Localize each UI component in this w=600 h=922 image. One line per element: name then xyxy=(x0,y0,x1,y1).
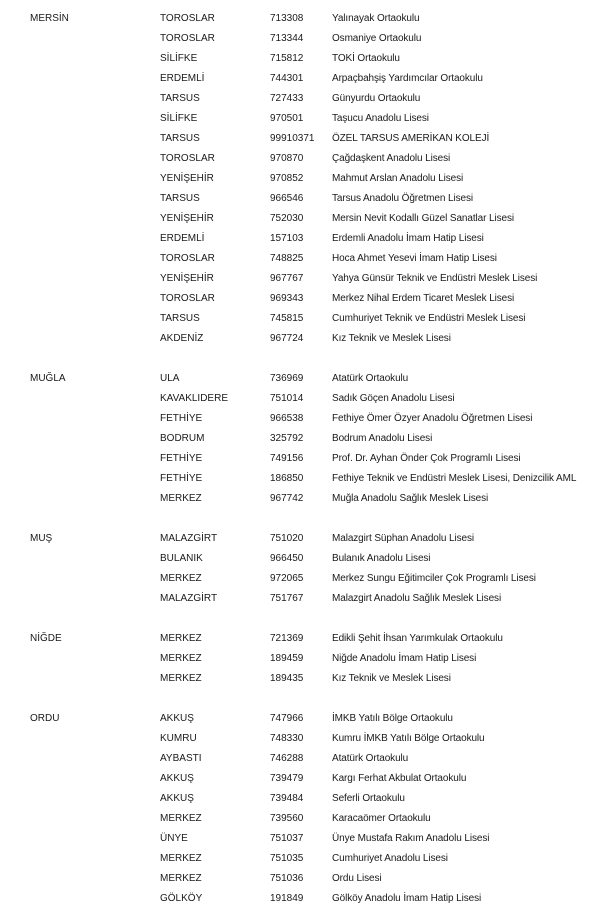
institution-code: 713308 xyxy=(270,13,304,24)
district-name: YENİŞEHİR xyxy=(160,273,214,284)
table-row xyxy=(0,532,600,546)
district-name: ÜNYE xyxy=(160,833,188,844)
district-name: KUMRU xyxy=(160,733,197,744)
district-name: TOROSLAR xyxy=(160,253,215,264)
district-name: TOROSLAR xyxy=(160,33,215,44)
table-row xyxy=(0,712,600,726)
table-row xyxy=(0,852,600,866)
table-row xyxy=(0,292,600,306)
district-name: MERKEZ xyxy=(160,493,202,504)
table-row xyxy=(0,552,600,566)
district-name: AKKUŞ xyxy=(160,793,194,804)
district-name: MERKEZ xyxy=(160,853,202,864)
district-name: TARSUS xyxy=(160,133,200,144)
district-name: TARSUS xyxy=(160,313,200,324)
district-name: AYBASTI xyxy=(160,753,202,764)
institution-code: 751035 xyxy=(270,853,304,864)
school-name: Arpaçbahşiş Yardımcılar Ortaokulu xyxy=(332,73,483,84)
institution-code: 325792 xyxy=(270,433,304,444)
district-name: MERKEZ xyxy=(160,873,202,884)
school-name: Ordu Lisesi xyxy=(332,873,382,884)
institution-code: 736969 xyxy=(270,373,304,384)
school-name: Niğde Anadolu İmam Hatip Lisesi xyxy=(332,653,477,664)
table-row xyxy=(0,572,600,586)
province-name: MUŞ xyxy=(30,533,53,544)
school-name: Taşucu Anadolu Lisesi xyxy=(332,113,429,124)
school-name: Kumru İMKB Yatılı Bölge Ortaokulu xyxy=(332,733,485,744)
table-row xyxy=(0,592,600,606)
table-row xyxy=(0,72,600,86)
table-row xyxy=(0,772,600,786)
table-row xyxy=(0,92,600,106)
school-name: Merkez Nihal Erdem Ticaret Meslek Lisesi xyxy=(332,293,515,304)
table-row xyxy=(0,332,600,346)
school-name: TOKİ Ortaokulu xyxy=(332,53,400,64)
school-name: Atatürk Ortaokulu xyxy=(332,373,409,384)
school-name: Kargı Ferhat Akbulat Ortaokulu xyxy=(332,773,467,784)
institution-code: 715812 xyxy=(270,53,304,64)
school-name: Fethiye Teknik ve Endüstri Meslek Lisesi, Denizcilik AML xyxy=(332,473,577,484)
district-name: ERDEMLİ xyxy=(160,233,205,244)
district-name: MERKEZ xyxy=(160,813,202,824)
table-row xyxy=(0,272,600,286)
table-row xyxy=(0,412,600,426)
table-row xyxy=(0,432,600,446)
school-name: İMKB Yatılı Bölge Ortaokulu xyxy=(332,713,453,724)
school-name: Kız Teknik ve Meslek Lisesi xyxy=(332,673,451,684)
table-row xyxy=(0,492,600,506)
table-row xyxy=(0,192,600,206)
table-row xyxy=(0,372,600,386)
institution-code: 967767 xyxy=(270,273,304,284)
institution-code: 191849 xyxy=(270,893,304,904)
institution-code: 751036 xyxy=(270,873,304,884)
institution-code: 970501 xyxy=(270,113,304,124)
school-name: Malazgirt Anadolu Sağlık Meslek Lisesi xyxy=(332,593,502,604)
institution-code: 967724 xyxy=(270,333,304,344)
institution-code: 745815 xyxy=(270,313,304,324)
school-name: Mersin Nevit Kodallı Güzel Sanatlar Lisesi xyxy=(332,213,514,224)
district-name: TOROSLAR xyxy=(160,293,215,304)
table-row xyxy=(0,472,600,486)
table-row xyxy=(0,172,600,186)
district-name: AKDENİZ xyxy=(160,333,204,344)
school-name: Sadık Göçen Anadolu Lisesi xyxy=(332,393,455,404)
table-row xyxy=(0,232,600,246)
school-name: Tarsus Anadolu Öğretmen Lisesi xyxy=(332,193,473,204)
institution-code: 966538 xyxy=(270,413,304,424)
institution-code: 752030 xyxy=(270,213,304,224)
district-name: SİLİFKE xyxy=(160,113,198,124)
table-row xyxy=(0,732,600,746)
table-row xyxy=(0,312,600,326)
school-name: Çağdaşkent Anadolu Lisesi xyxy=(332,153,451,164)
institution-code: 744301 xyxy=(270,73,304,84)
table-row xyxy=(0,52,600,66)
school-name: Karacaömer Ortaokulu xyxy=(332,813,431,824)
district-name: BULANIK xyxy=(160,553,203,564)
school-name: Mahmut Arslan Anadolu Lisesi xyxy=(332,173,464,184)
institution-code: 972065 xyxy=(270,573,304,584)
institution-code: 970852 xyxy=(270,173,304,184)
institution-code: 751037 xyxy=(270,833,304,844)
district-name: AKKUŞ xyxy=(160,773,194,784)
district-name: MERKEZ xyxy=(160,673,202,684)
table-row xyxy=(0,132,600,146)
school-name: Prof. Dr. Ayhan Önder Çok Programlı Lisesi xyxy=(332,453,521,464)
district-name: ERDEMLİ xyxy=(160,73,205,84)
district-name: YENİŞEHİR xyxy=(160,213,214,224)
province-name: ORDU xyxy=(30,713,60,724)
district-name: AKKUŞ xyxy=(160,713,194,724)
district-name: MERKEZ xyxy=(160,633,202,644)
district-name: TARSUS xyxy=(160,93,200,104)
school-name: Atatürk Ortaokulu xyxy=(332,753,409,764)
table-row xyxy=(0,12,600,26)
institution-code: 970870 xyxy=(270,153,304,164)
institution-code: 189459 xyxy=(270,653,304,664)
school-name: Seferli Ortaokulu xyxy=(332,793,405,804)
school-name: Bulanık Anadolu Lisesi xyxy=(332,553,431,564)
table-row xyxy=(0,752,600,766)
district-name: ULA xyxy=(160,373,180,384)
institution-code: 746288 xyxy=(270,753,304,764)
institution-code: 748825 xyxy=(270,253,304,264)
table-row xyxy=(0,832,600,846)
table-row xyxy=(0,252,600,266)
institution-code: 186850 xyxy=(270,473,304,484)
province-name: MERSİN xyxy=(30,13,69,24)
institution-code: 748330 xyxy=(270,733,304,744)
institution-code: 751767 xyxy=(270,593,304,604)
school-name: ÖZEL TARSUS AMERİKAN KOLEJİ xyxy=(332,133,490,144)
school-name: Bodrum Anadolu Lisesi xyxy=(332,433,433,444)
table-row xyxy=(0,672,600,686)
district-name: YENİŞEHİR xyxy=(160,173,214,184)
school-name: Merkez Sungu Eğitimciler Çok Programlı Lisesi xyxy=(332,573,536,584)
institution-code: 721369 xyxy=(270,633,304,644)
district-name: TARSUS xyxy=(160,193,200,204)
institution-code: 751020 xyxy=(270,533,304,544)
school-name: Yalınayak Ortaokulu xyxy=(332,13,420,24)
institution-code: 727433 xyxy=(270,93,304,104)
institution-code: 967742 xyxy=(270,493,304,504)
institution-code: 966546 xyxy=(270,193,304,204)
district-name: FETHİYE xyxy=(160,473,203,484)
institution-code: 739484 xyxy=(270,793,304,804)
table-row xyxy=(0,812,600,826)
institution-code: 749156 xyxy=(270,453,304,464)
institution-code: 157103 xyxy=(270,233,304,244)
institution-code: 751014 xyxy=(270,393,304,404)
district-name: KAVAKLIDERE xyxy=(160,393,228,404)
school-name: Edikli Şehit İhsan Yarımkulak Ortaokulu xyxy=(332,633,503,644)
district-name: MALAZGİRT xyxy=(160,533,218,544)
table-row xyxy=(0,212,600,226)
district-name: BODRUM xyxy=(160,433,205,444)
school-name: Erdemli Anadolu İmam Hatip Lisesi xyxy=(332,233,484,244)
institution-code: 713344 xyxy=(270,33,304,44)
school-name: Kız Teknik ve Meslek Lisesi xyxy=(332,333,451,344)
province-name: MUĞLA xyxy=(30,373,66,384)
school-name: Ünye Mustafa Rakım Anadolu Lisesi xyxy=(332,833,490,844)
school-name: Gölköy Anadolu İmam Hatip Lisesi xyxy=(332,893,482,904)
table-row xyxy=(0,792,600,806)
province-name: NİĞDE xyxy=(30,633,62,644)
school-name: Fethiye Ömer Özyer Anadolu Öğretmen Lisesi xyxy=(332,413,533,424)
table-row xyxy=(0,112,600,126)
table-row xyxy=(0,392,600,406)
district-name: SİLİFKE xyxy=(160,53,198,64)
district-name: GÖLKÖY xyxy=(160,893,203,904)
district-name: TOROSLAR xyxy=(160,13,215,24)
institution-code: 966450 xyxy=(270,553,304,564)
table-row xyxy=(0,452,600,466)
school-name: Günyurdu Ortaokulu xyxy=(332,93,421,104)
institution-code: 99910371 xyxy=(270,133,315,144)
district-name: FETHİYE xyxy=(160,413,203,424)
table-row xyxy=(0,892,600,906)
table-row xyxy=(0,872,600,886)
district-name: MALAZGİRT xyxy=(160,593,218,604)
school-name: Osmaniye Ortaokulu xyxy=(332,33,422,44)
table-row xyxy=(0,652,600,666)
school-name: Muğla Anadolu Sağlık Meslek Lisesi xyxy=(332,493,489,504)
district-name: MERKEZ xyxy=(160,653,202,664)
institution-code: 747966 xyxy=(270,713,304,724)
school-name: Cumhuriyet Teknik ve Endüstri Meslek Lisesi xyxy=(332,313,526,324)
school-name: Cumhuriyet Anadolu Lisesi xyxy=(332,853,448,864)
school-name: Yahya Günsür Teknik ve Endüstri Meslek Lisesi xyxy=(332,273,538,284)
district-name: MERKEZ xyxy=(160,573,202,584)
institution-code: 739479 xyxy=(270,773,304,784)
table-row xyxy=(0,32,600,46)
school-name: Hoca Ahmet Yesevi İmam Hatip Lisesi xyxy=(332,253,497,264)
district-name: TOROSLAR xyxy=(160,153,215,164)
table-row xyxy=(0,632,600,646)
institution-code: 969343 xyxy=(270,293,304,304)
table-row xyxy=(0,152,600,166)
institution-code: 189435 xyxy=(270,673,304,684)
institution-code: 739560 xyxy=(270,813,304,824)
district-name: FETHİYE xyxy=(160,453,203,464)
school-name: Malazgirt Süphan Anadolu Lisesi xyxy=(332,533,474,544)
